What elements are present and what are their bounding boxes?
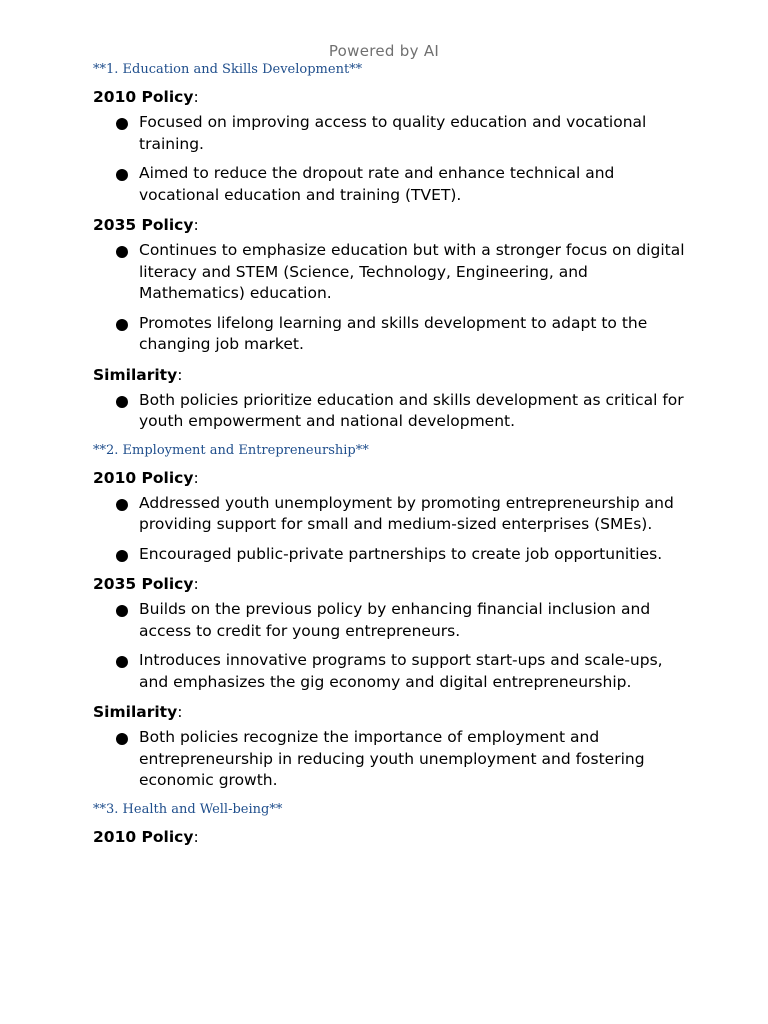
list-item: Aimed to reduce the dropout rate and enhance technical and vocational education and training (TVET). (93, 163, 693, 206)
bullet-icon (116, 169, 128, 181)
bullet-icon (116, 733, 128, 745)
policy-2035-list (93, 240, 693, 356)
similarity-label: Similarity: (93, 703, 183, 721)
bullet-icon (116, 118, 128, 130)
policy-2010-list (93, 112, 693, 206)
section-heading: **2. Employment and Entrepreneurship** (93, 442, 369, 458)
policy-2035-label: 2035 Policy: (93, 216, 199, 234)
list-item: Introduces innovative programs to support start-ups and scale-ups, and emphasizes the gig economy and digital entrepreneurship. (93, 650, 693, 693)
policy-2010-list (93, 493, 693, 566)
list-item: Both policies recognize the importance of employment and entrepreneurship in reducing youth unemployment and fostering economic growth. (93, 727, 693, 792)
policy-2035-list (93, 599, 693, 693)
list-item: Addressed youth unemployment by promoting entrepreneurship and providing support for small and medium-sized enterprises (SMEs). (93, 493, 693, 536)
section-employment (93, 441, 693, 792)
bullet-icon (116, 605, 128, 617)
section-health (93, 800, 693, 848)
list-item: Both policies prioritize education and skills development as critical for youth empowerment and national development. (93, 390, 693, 433)
policy-2010-label: 2010 Policy: (93, 827, 199, 846)
similarity-label: Similarity: (93, 365, 183, 384)
bullet-icon (116, 499, 128, 511)
list-item: Focused on improving access to quality education and vocational training. (93, 112, 693, 155)
policy-2035-label: 2035 Policy: (93, 575, 199, 593)
similarity-list (93, 727, 693, 792)
bullet-icon (116, 656, 128, 668)
section-heading: **3. Health and Well-being** (93, 801, 283, 817)
policy-2010-label: 2010 Policy: (93, 88, 199, 106)
bullet-icon (116, 246, 128, 258)
list-item: Builds on the previous policy by enhancing financial inclusion and access to credit for young entrepreneurs. (93, 599, 693, 642)
list-item: Promotes lifelong learning and skills development to adapt to the changing job market. (93, 313, 693, 356)
bullet-icon (116, 319, 128, 331)
policy-2010-label: 2010 Policy: (93, 468, 199, 487)
section-education (93, 60, 693, 433)
list-item: Encouraged public-private partnerships to create job opportunities. (93, 544, 693, 566)
section-heading: **1. Education and Skills Development** (93, 62, 363, 77)
bullet-icon (116, 396, 128, 408)
list-item: Continues to emphasize education but with a stronger focus on digital literacy and STEM (Science, Technology, Engineering, and Mathematics) education. (93, 240, 693, 305)
document-content (93, 58, 693, 852)
powered-by-ai-watermark: Powered by AI (328, 42, 440, 60)
similarity-list (93, 390, 693, 433)
bullet-icon (116, 550, 128, 562)
